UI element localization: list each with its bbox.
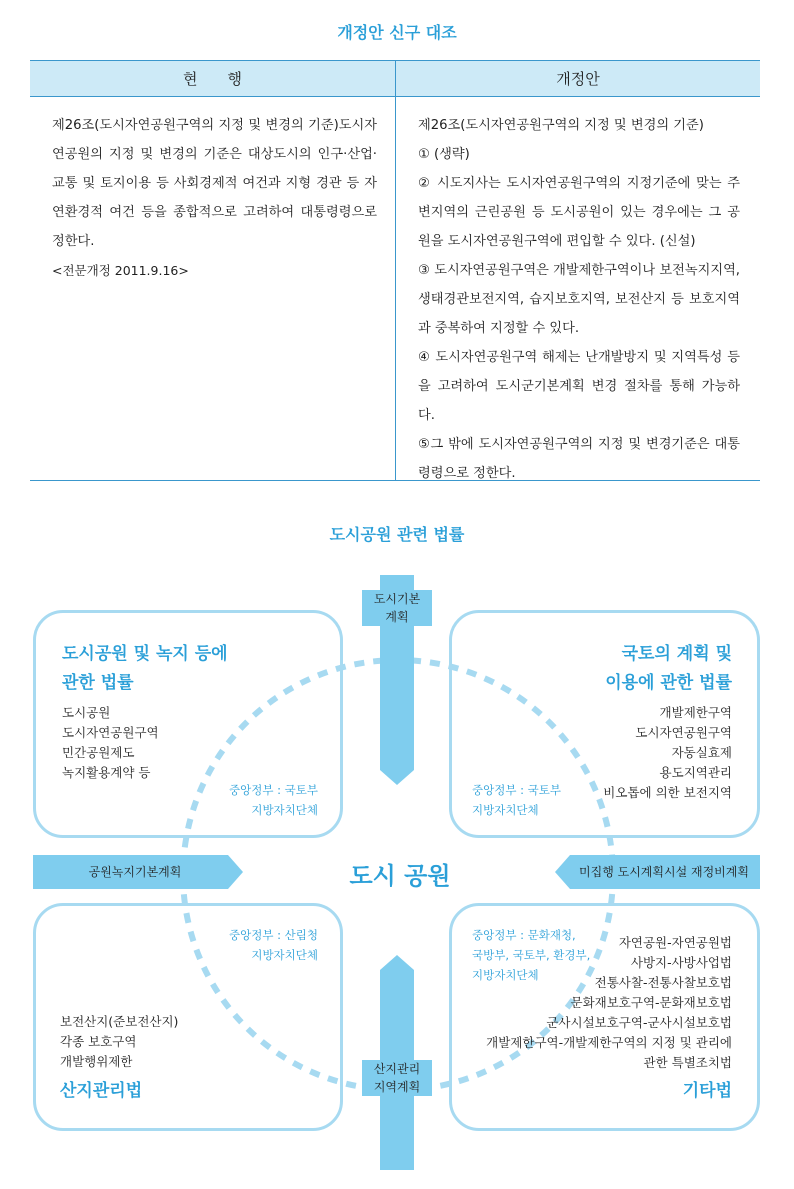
revised-line: ③ 도시자연공원구역은 개발제한구역이나 보전녹지지역, 생태경관보전지역, 습지보호지역, 보전산지 등 보호지역과 중복하여 지정할 수 있다. [418,263,740,336]
comparison-title: 개정안 신구 대조 [337,23,457,42]
park-law-title: 도시공원 및 녹지 등에 관한 법률 [62,644,228,693]
current-text: 제26조(도시자연공원구역의 지정 및 변경의 기준)도시자연공원의 지정 및 변경의 기준은 대상도시의 인구·산업·교통 및 토지이용 등 사회경제적 여건과 지형 경관 등 자연환경적 여건 등을 종합적으로 고려하여 대통령령으로 정한다. [52,118,377,249]
arrow-top-label: 도시기본 계획 [362,590,432,626]
list-item: 사방지-사방사업법 [630,955,732,970]
list-item: 군사시설보호구역-군사시설보호법 [546,1015,732,1030]
list-item: 자동실효제 [671,745,732,760]
list-item: 개발제한구역 [659,705,732,720]
list-item: 녹지활용계약 등 [62,765,151,780]
land-law-gov: 중앙정부 : 국토부 지방자치단체 [472,783,561,817]
list-item: 전통사찰-전통사찰보호법 [594,975,732,990]
park-law-gov: 중앙정부 : 국토부 지방자치단체 [229,783,318,817]
center-label: 도시 공원 [349,862,451,890]
list-item: 개발제한구역-개발제한구역의 지정 및 관리에 [486,1035,732,1050]
other-law-gov: 중앙정부 : 문화재청, 국방부, 국토부, 환경부, 지방자치단체 [472,928,591,982]
header-current: 현행 [30,61,395,97]
list-item: 각종 보호구역 [60,1034,137,1049]
land-law-title: 국토의 계획 및 이용에 관한 법률 [605,644,732,693]
list-item: 개발행위제한 [60,1054,133,1069]
list-item: 용도지역관리 [659,765,732,780]
revised-line: ② 시도지사는 도시자연공원구역의 지정기준에 맞는 주변지역의 근린공원 등 도시공원이 있는 경우에는 그 공원을 도시자연공원구역에 편입할 수 있다. (신설) [418,176,740,249]
list-item: 비오톱에 의한 보전지역 [603,785,732,800]
list-item: 도시자연공원구역 [635,725,732,740]
diagram-title: 도시공원 관련 법률 [329,525,465,544]
current-note: <전문개정 2011.9.16> [52,263,189,278]
arrow-bottom-label: 산지관리 지역계획 [362,1060,432,1096]
revised-line: ⑤그 밖에 도시자연공원구역의 지정 및 변경기준은 대통령령으로 정한다. [418,437,740,481]
revised-line: ① (생략) [418,147,470,162]
arrow-right-label: 미집행 도시계획시설 재정비계획 [579,865,749,879]
list-item: 보전산지(준보전산지) [60,1014,179,1029]
mountain-law-title: 산지관리법 [60,1081,143,1101]
header-revised: 개정안 [396,61,760,97]
list-item: 자연공원-자연공원법 [618,935,732,950]
list-item: 도시자연공원구역 [62,725,159,740]
list-item: 민간공원제도 [62,745,135,760]
park-law-items [62,703,159,783]
revised-line: 제26조(도시자연공원구역의 지정 및 변경의 기준) [418,118,704,133]
mountain-law-items [60,1012,178,1072]
list-item: 문화재보호구역-문화재보호법 [570,995,732,1010]
list-item: 도시공원 [62,705,111,720]
other-law-title: 기타법 [682,1081,732,1101]
list-item: 관한 특별조치법 [643,1055,732,1070]
revised-line: ④ 도시자연공원구역 해제는 난개발방지 및 지역특성 등을 고려하여 도시군기본계획 변경 절차를 통해 가능하다. [418,350,740,423]
mountain-law-gov: 중앙정부 : 산림청 지방자치단체 [229,928,318,962]
arrow-left-label: 공원녹지기본계획 [88,865,182,879]
other-law-items [480,933,732,1073]
